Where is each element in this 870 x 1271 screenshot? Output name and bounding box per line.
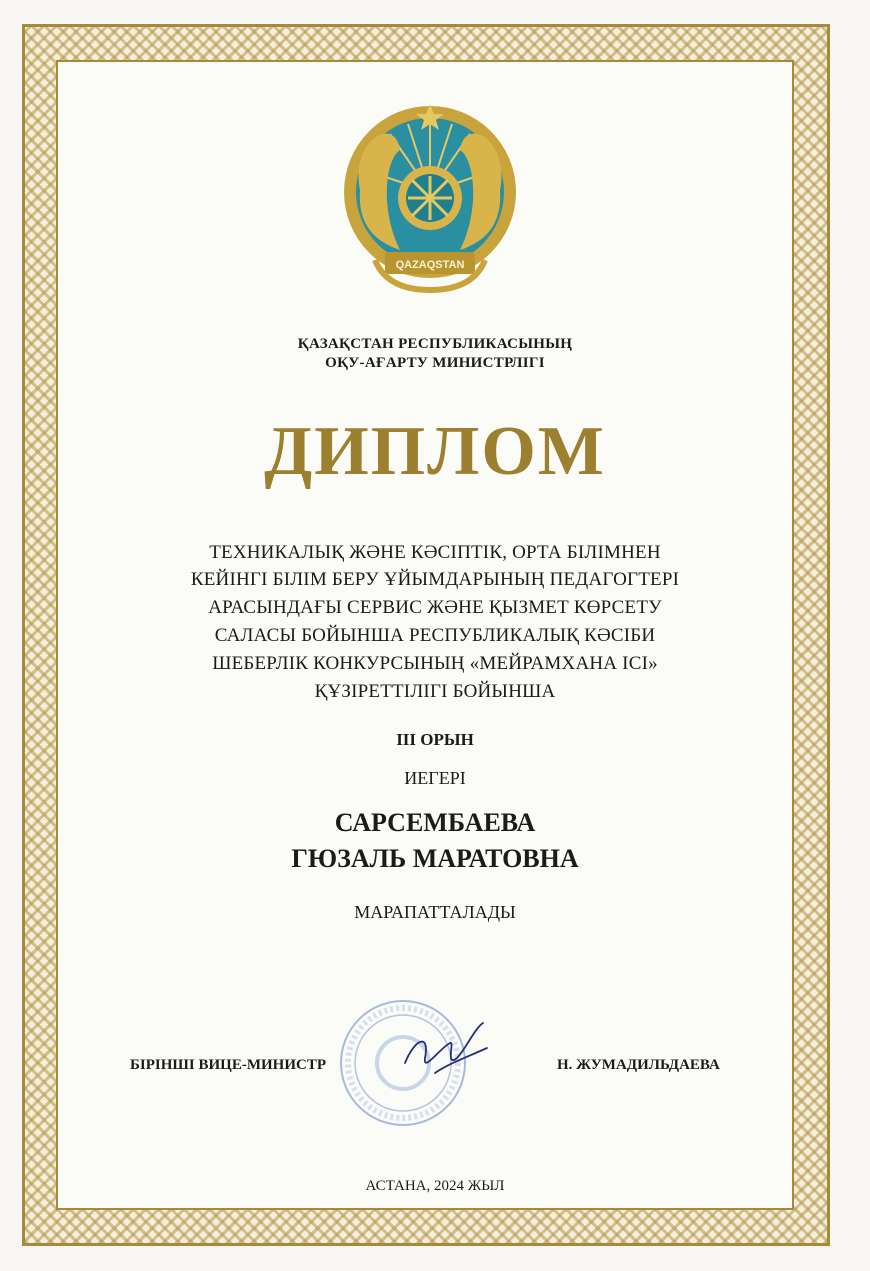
ministry-line-1: ҚАЗАҚСТАН РЕСПУБЛИКАСЫНЫҢ [297, 336, 573, 352]
description-line-5: ШЕБЕРЛІК КОНКУРСЫНЫҢ «МЕЙРАМХАНА ІСІ» [212, 653, 658, 674]
owner-label: ИЕГЕРІ [404, 768, 466, 788]
document-title: ДИПЛОМ [264, 413, 606, 490]
signatory-role: БІРІНШІ ВИЦЕ-МИНИСТР [130, 1057, 326, 1073]
ministry-line-2: ОҚУ-АҒАРТУ МИНИСТРЛІГІ [325, 355, 545, 371]
state-emblem-icon [340, 100, 520, 295]
place-and-year: АСТАНА, 2024 ЖЫЛ [365, 1178, 505, 1194]
description-line-2: КЕЙІНГІ БІЛІМ БЕРУ ҰЙЫМДАРЫНЫҢ ПЕДАГОГТЕРІ [190, 569, 680, 590]
description-line-3: АРАСЫНДАҒЫ СЕРВИС ЖӘНЕ ҚЫЗМЕТ КӨРСЕТУ [208, 597, 662, 618]
description-line-1: ТЕХНИКАЛЫҚ ЖӘНЕ КӘСІПТІК, ОРТА БІЛІМНЕН [209, 542, 661, 563]
place-label: III ОРЫН [396, 730, 474, 749]
recipient-surname: САРСЕМБАЕВА [334, 808, 536, 837]
description-line-6: ҚҰЗІРЕТТІЛІГІ БОЙЫНША [314, 681, 556, 702]
emblem-text: QAZAQSTAN [395, 259, 465, 271]
signature-icon [395, 1018, 495, 1088]
recipient-given-names: ГЮЗАЛЬ МАРАТОВНА [291, 844, 579, 873]
signatory-name: Н. ЖУМАДИЛЬДАЕВА [557, 1057, 720, 1073]
description-line-4: САЛАСЫ БОЙЫНША РЕСПУБЛИКАЛЫҚ КӘСІБИ [214, 625, 656, 646]
awarded-label: МАРАПАТТАЛАДЫ [354, 902, 516, 922]
